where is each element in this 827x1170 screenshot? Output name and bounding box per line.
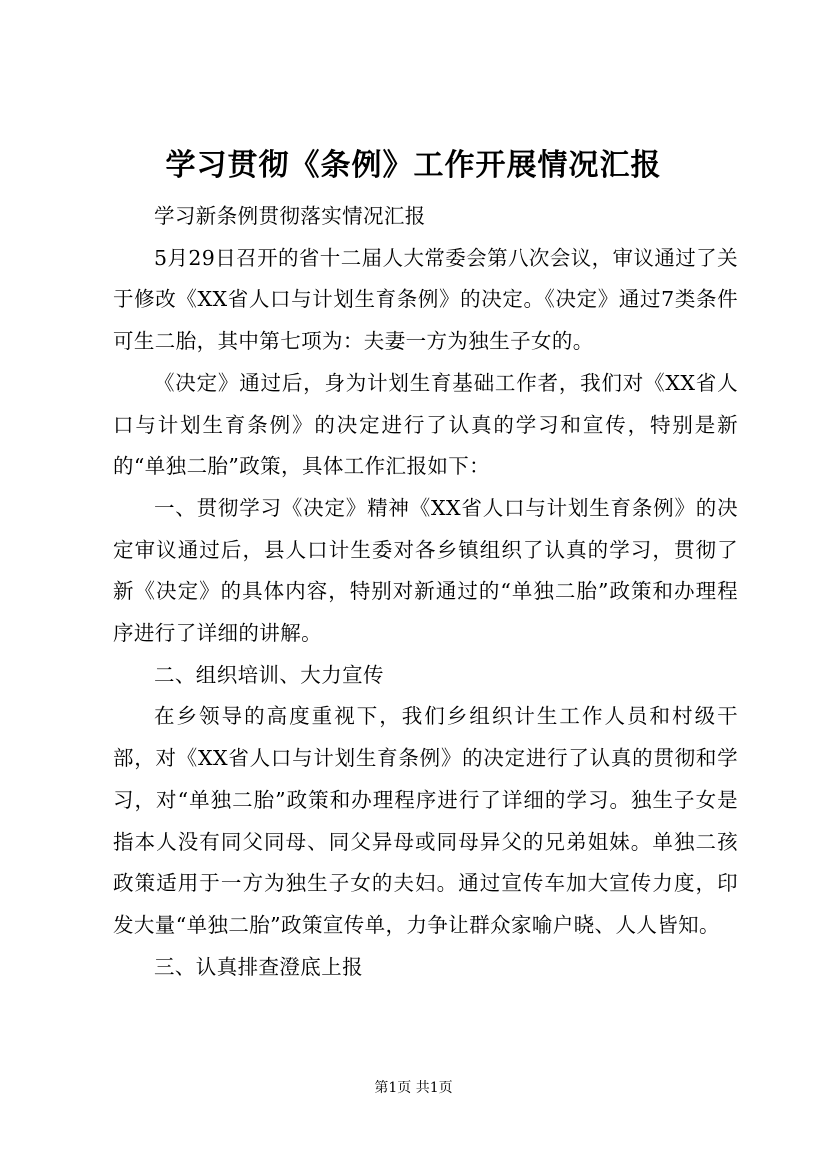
paragraph-section-two: 在乡领导的高度重视下，我们乡组织计生工作人员和村级干部，对《XX省人口与计划生育条例》的决定进行了认真的贯彻和学习，对“单独二胎”政策和办理程序进行了详细的学习。独生子女是指本人没有同父同母、同父异母或同母异父的兄弟姐妹。单独二孩政策适用于一方为独生子女的夫妇。通过宣传车加大宣传力度，印发大量“单独二胎”政策宣传单，力争让群众家喻户晓、人人皆知。 (113, 704, 738, 937)
heading-section-three: 三、认真排查澄底上报 (154, 954, 363, 979)
document-body (113, 196, 738, 988)
paragraph-decision: 《决定》通过后，身为计划生育基础工作者，我们对《XX省人口与计划生育条例》的决定进行了认真的学习和宣传，特别是新的“单独二胎”政策，具体工作汇报如下： (113, 370, 738, 479)
paragraph-meeting: 5月29日召开的省十二届人大常委会第八次会议，审议通过了关于修改《XX省人口与计划生育条例》的决定。《决定》通过7类条件可生二胎，其中第七项为：夫妻一方为独生子女的。 (113, 245, 738, 354)
heading-section-two: 二、组织培训、大力宣传 (154, 662, 384, 687)
paragraph-subtitle: 学习新条例贯彻落实情况汇报 (154, 204, 426, 228)
page-footer: 第1页 共1页 (374, 1080, 453, 1096)
document-title: 学习贯彻《条例》工作开展情况汇报 (165, 148, 662, 183)
paragraph-section-one: 一、贯彻学习《决定》精神《XX省人口与计划生育条例》的决定审议通过后，县人口计生委对各乡镇组织了认真的学习，贯彻了新《决定》的具体内容，特别对新通过的“单独二胎”政策和办理程序进行了详细的讲解。 (113, 495, 738, 646)
